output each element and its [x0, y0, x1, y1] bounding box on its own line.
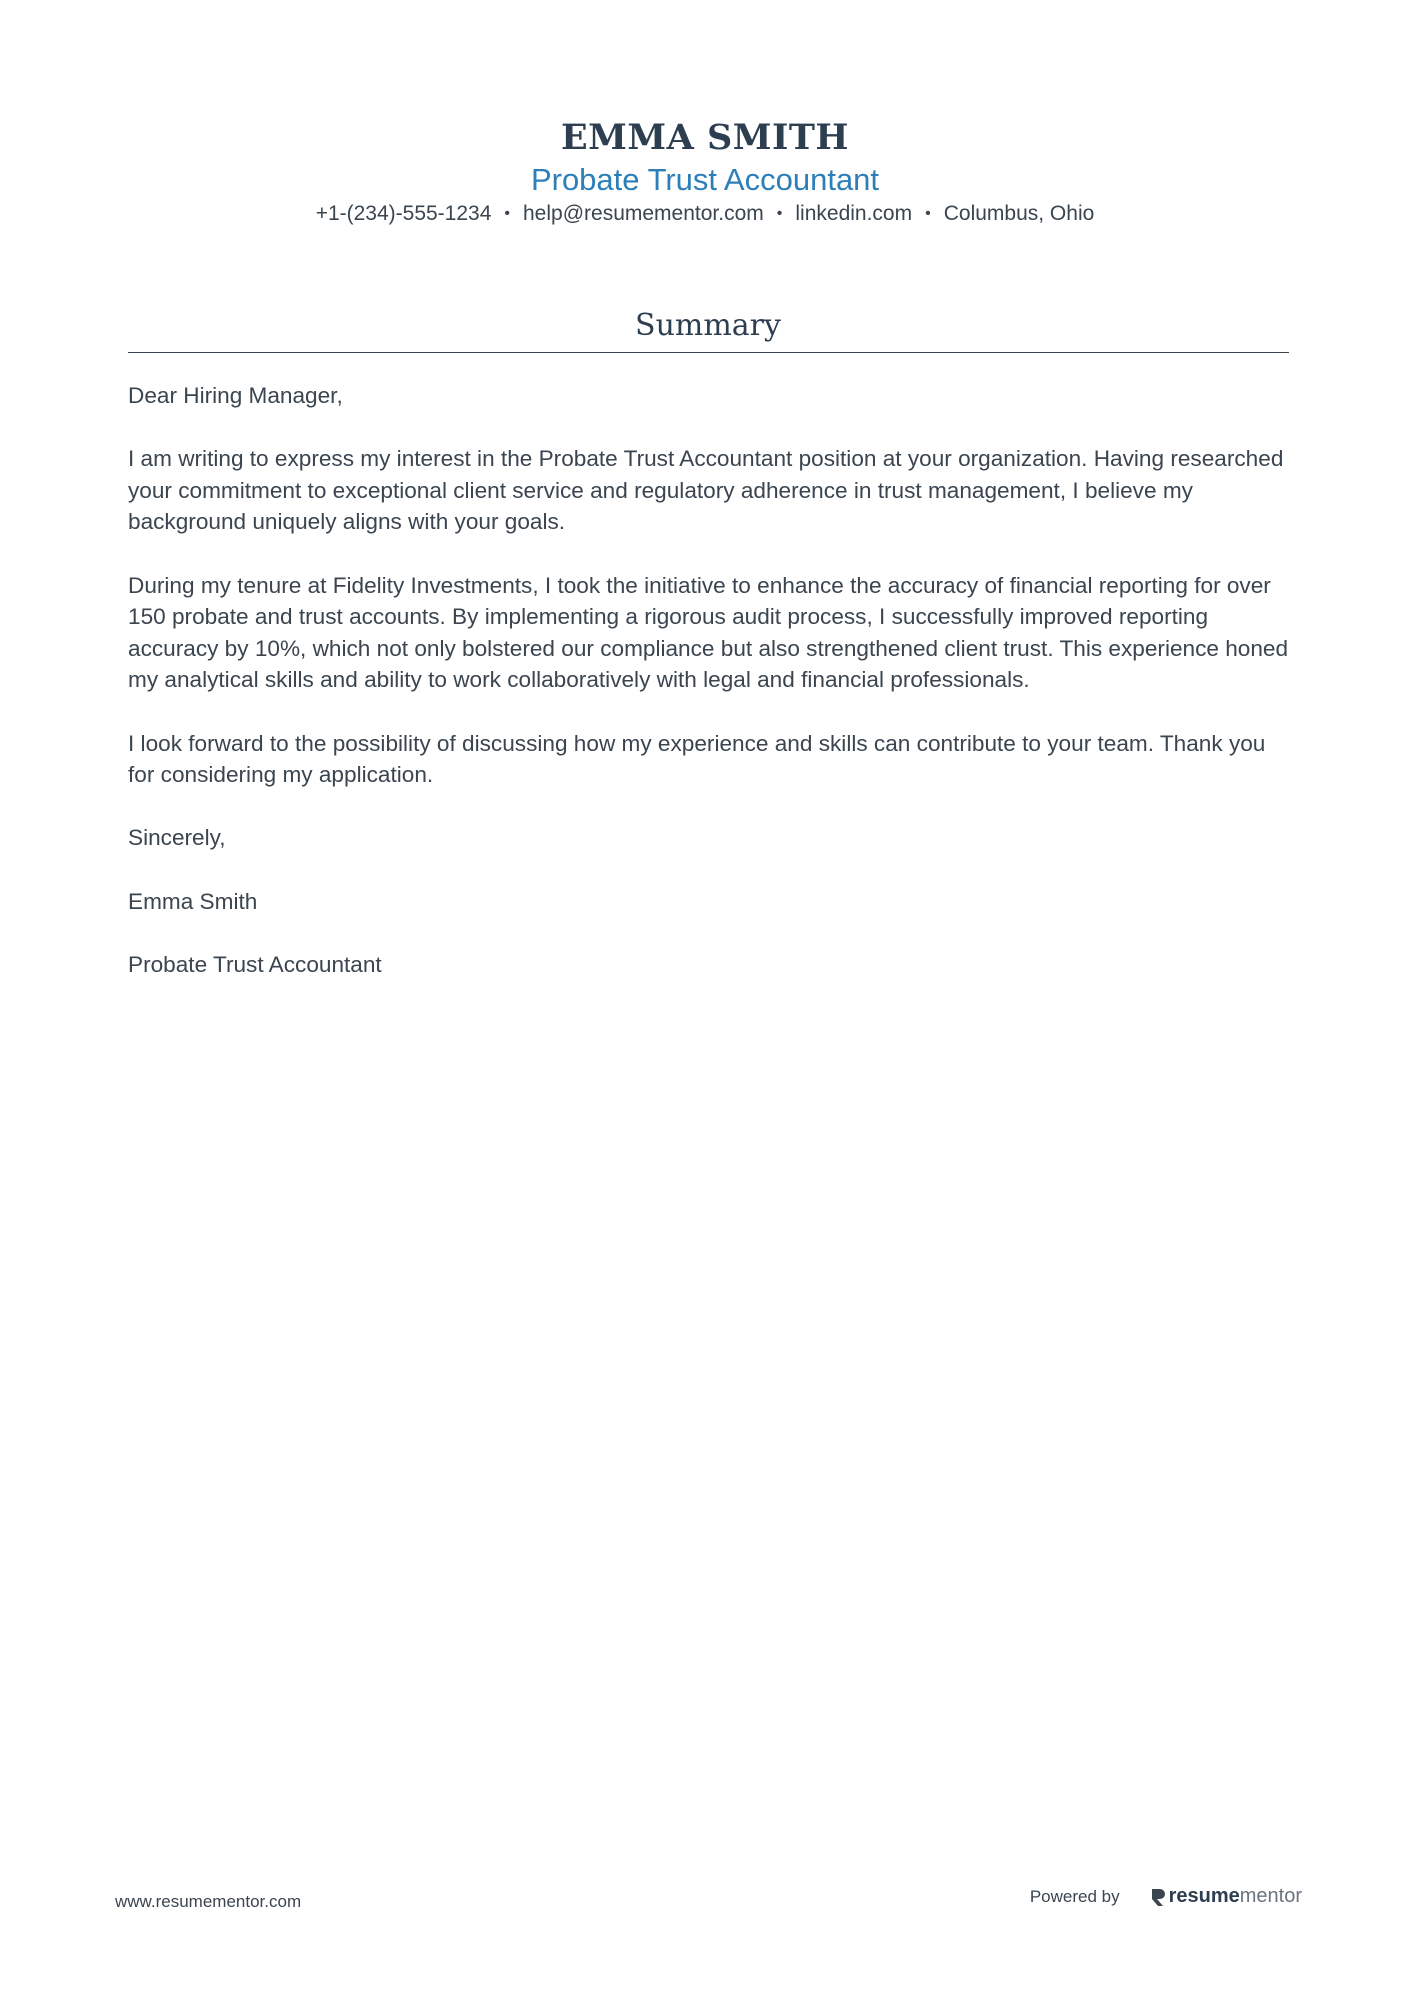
contact-separator: • — [925, 205, 931, 222]
contact-line — [0, 199, 1410, 231]
contact-phone: +1-(234)-555-1234 — [315, 202, 492, 225]
footer-branding — [1030, 1885, 1302, 1908]
section-title-summary: Summary — [635, 308, 781, 343]
signature-title: Probate Trust Accountant — [128, 951, 382, 977]
powered-by-label: Powered by — [1029, 1886, 1120, 1906]
brand-text-mentor: mentor — [1239, 1885, 1302, 1907]
candidate-title: Probate Trust Accountant — [530, 162, 880, 197]
letter-closing: Sincerely, — [128, 825, 226, 851]
contact-separator: • — [504, 205, 510, 222]
contact-linkedin: linkedin.com — [795, 202, 913, 225]
contact-email: help@resumementor.com — [523, 202, 764, 225]
footer-website: www.resumementor.com — [115, 1892, 302, 1911]
brand-logo — [1150, 1885, 1302, 1908]
contact-location: Columbus, Ohio — [943, 202, 1095, 225]
letter-paragraph: I am writing to express my interest in the Probate Trust Accountant position at your organization. Having researched your commitment to exceptional client service and regulatory adherence in trust management, I believe my background uniquely aligns with your goals. — [128, 446, 1284, 535]
section-divider — [128, 352, 1289, 353]
candidate-name: EMMA SMITH — [560, 117, 849, 158]
resumementor-logo-icon — [1150, 1887, 1166, 1907]
letter-body — [128, 380, 1293, 1012]
signature-name: Emma Smith — [128, 888, 258, 914]
header — [0, 116, 1410, 231]
contact-separator: • — [776, 205, 783, 222]
brand-text-resume: resume — [1168, 1885, 1240, 1907]
letter-paragraph: I look forward to the possibility of discussing how my experience and skills can contribute to your team. Thank you for considering my application. — [128, 730, 1266, 788]
letter-paragraph: During my tenure at Fidelity Investments, I took the initiative to enhance the accuracy of financial reporting for over 150 probate and trust accounts. By implementing a rigorous audit process, I successfully improved reporting accuracy by 10%, which not only bolstered our compliance but also strengthened client trust. This experience honed my analytical skills and ability to work collaboratively with legal and financial professionals. — [128, 572, 1289, 693]
letter-greeting: Dear Hiring Manager, — [128, 383, 343, 408]
